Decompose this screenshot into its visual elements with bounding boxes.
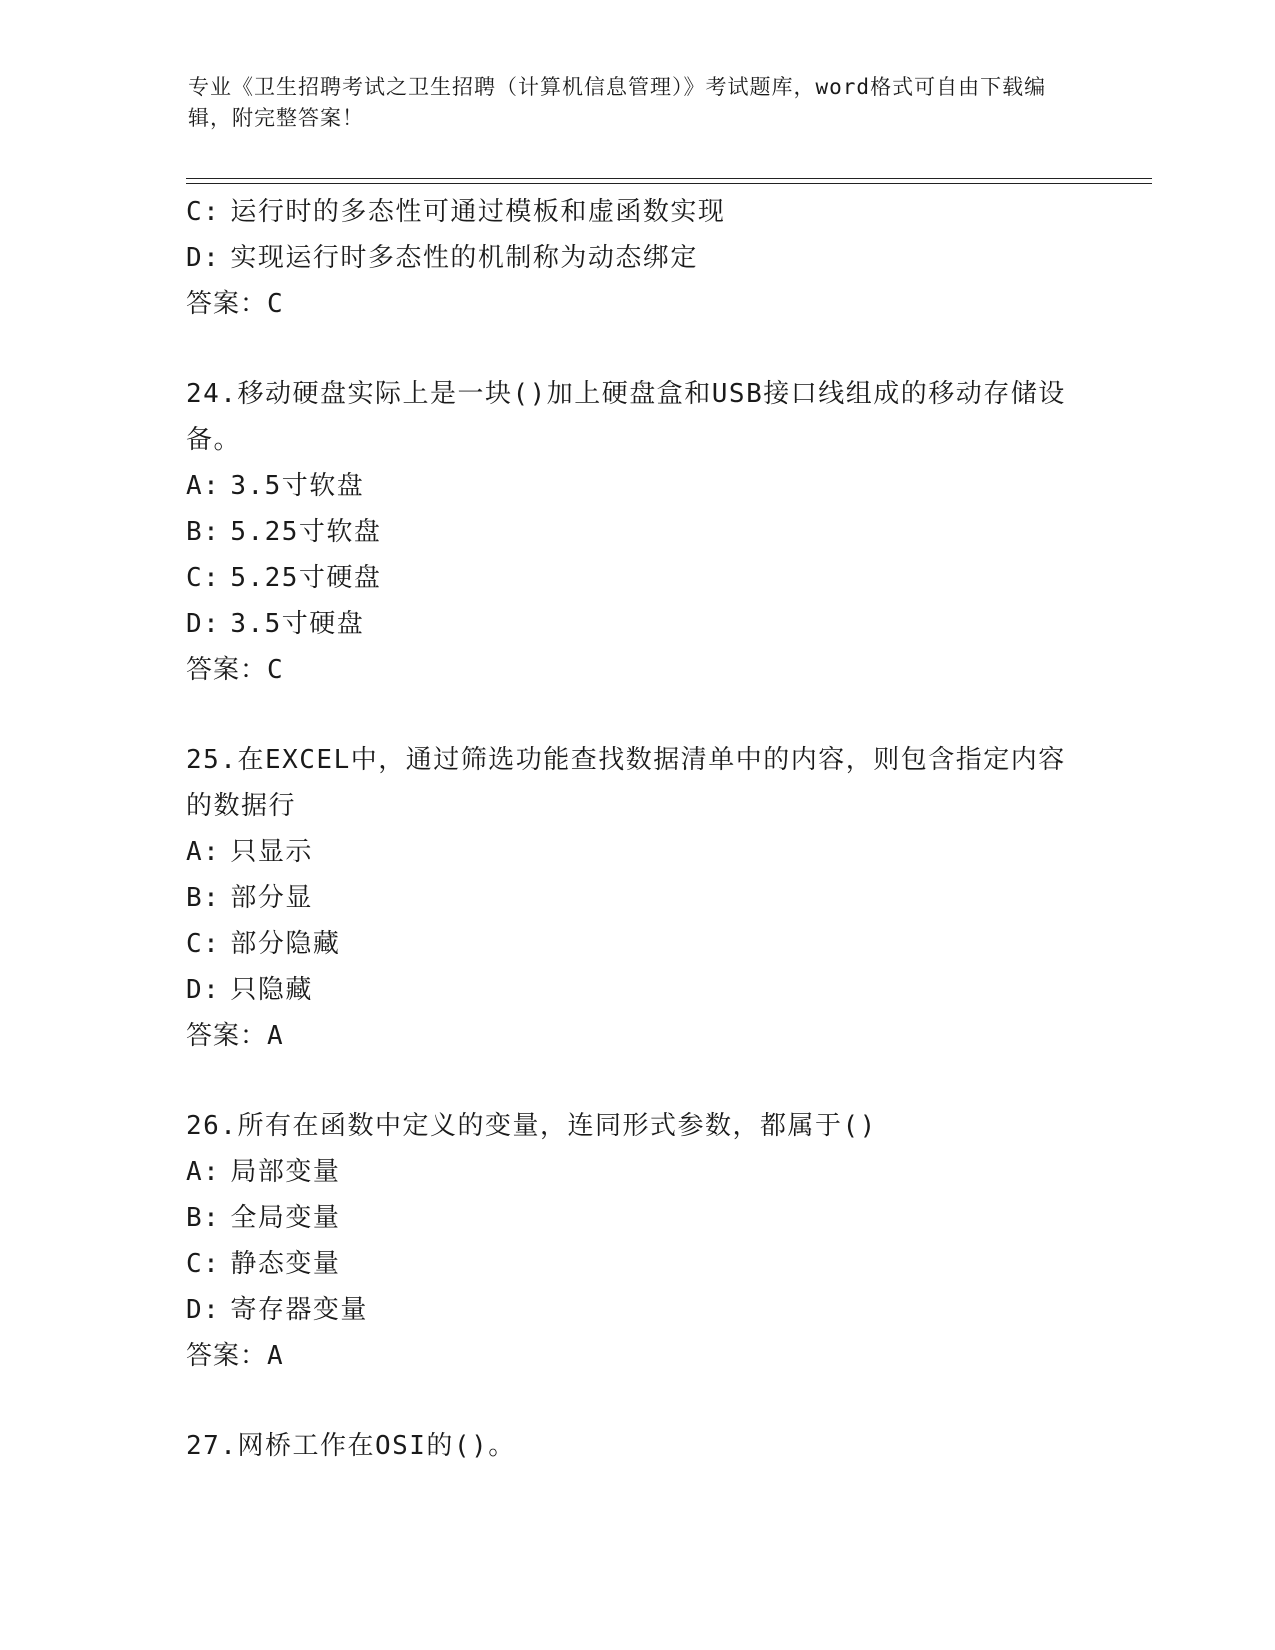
option-separator: : — [203, 197, 221, 227]
option-c — [186, 555, 1086, 601]
option-text: 部分显 — [230, 883, 313, 913]
document-header: 专业《卫生招聘考试之卫生招聘（计算机信息管理）》考试题库，word格式可自由下载编辑，附完整答案！ — [188, 75, 1047, 130]
option-separator: : — [203, 609, 221, 639]
option-separator: : — [203, 975, 221, 1005]
question-fragment-23 — [186, 189, 1086, 327]
option-letter: C — [186, 1249, 204, 1279]
option-text: 静态变量 — [230, 1249, 341, 1279]
option-separator: : — [203, 471, 221, 501]
option-b — [186, 1195, 1086, 1241]
option-d — [186, 601, 1086, 647]
option-text: 3.5寸软盘 — [230, 471, 365, 501]
question-stem: 26.所有在函数中定义的变量，连同形式参数，都属于() — [186, 1111, 877, 1141]
question-26 — [186, 1103, 1086, 1379]
option-d — [186, 1287, 1086, 1333]
option-separator: : — [203, 1249, 221, 1279]
option-c — [186, 1241, 1086, 1287]
option-letter: C — [186, 563, 204, 593]
option-letter: B — [186, 1203, 204, 1233]
option-letter: B — [186, 883, 204, 913]
option-letter: D — [186, 975, 204, 1005]
option-separator: : — [203, 837, 221, 867]
option-letter: D — [186, 1295, 204, 1325]
option-a — [186, 1149, 1086, 1195]
option-letter: A — [186, 471, 204, 501]
option-b — [186, 509, 1086, 555]
option-b — [186, 875, 1086, 921]
option-text: 全局变量 — [230, 1203, 341, 1233]
option-a — [186, 829, 1086, 875]
option-text: 3.5寸硬盘 — [230, 609, 365, 639]
header-rule-top — [186, 178, 1152, 179]
document-body — [186, 189, 1086, 1469]
answer-value: A — [267, 1341, 284, 1371]
option-separator: : — [203, 1295, 221, 1325]
option-text: 只隐藏 — [230, 975, 313, 1005]
option-text: 5.25寸软盘 — [230, 517, 382, 547]
option-c — [186, 189, 1086, 235]
option-text: 运行时的多态性可通过模板和虚函数实现 — [230, 197, 726, 227]
option-c — [186, 921, 1086, 967]
question-24 — [186, 371, 1086, 693]
option-separator: : — [203, 563, 221, 593]
option-text: 局部变量 — [230, 1157, 341, 1187]
answer-label: 答案： — [186, 1021, 268, 1051]
option-text: 寄存器变量 — [230, 1295, 368, 1325]
question-25 — [186, 737, 1086, 1059]
header-rule-bottom — [186, 183, 1152, 184]
option-text: 实现运行时多态性的机制称为动态绑定 — [230, 243, 698, 273]
option-text: 部分隐藏 — [230, 929, 341, 959]
answer-label: 答案： — [186, 289, 268, 319]
option-separator: : — [203, 1157, 221, 1187]
answer-line — [186, 1013, 1086, 1059]
question-stem: 27.网桥工作在OSI的()。 — [186, 1431, 516, 1461]
answer-label: 答案： — [186, 1341, 268, 1371]
option-separator: : — [203, 1203, 221, 1233]
answer-line — [186, 281, 1086, 327]
option-separator: : — [203, 929, 221, 959]
answer-line — [186, 1333, 1086, 1379]
option-d — [186, 235, 1086, 281]
answer-value: A — [267, 1021, 284, 1051]
option-letter: B — [186, 517, 204, 547]
option-separator: : — [203, 883, 221, 913]
answer-value: C — [267, 655, 284, 685]
option-letter: A — [186, 1157, 204, 1187]
option-d — [186, 967, 1086, 1013]
option-letter: D — [186, 243, 204, 273]
question-27 — [186, 1423, 1086, 1469]
option-a — [186, 463, 1086, 509]
answer-label: 答案： — [186, 655, 268, 685]
option-text: 只显示 — [230, 837, 313, 867]
option-letter: D — [186, 609, 204, 639]
option-letter: C — [186, 197, 204, 227]
answer-value: C — [267, 289, 284, 319]
answer-line — [186, 647, 1086, 693]
option-letter: C — [186, 929, 204, 959]
option-separator: : — [203, 243, 221, 273]
question-stem: 25.在EXCEL中，通过筛选功能查找数据清单中的内容，则包含指定内容的数据行 — [186, 745, 1066, 821]
option-text: 5.25寸硬盘 — [230, 563, 382, 593]
option-separator: : — [203, 517, 221, 547]
option-letter: A — [186, 837, 204, 867]
question-stem: 24.移动硬盘实际上是一块()加上硬盘盒和USB接口线组成的移动存储设备。 — [186, 379, 1066, 455]
